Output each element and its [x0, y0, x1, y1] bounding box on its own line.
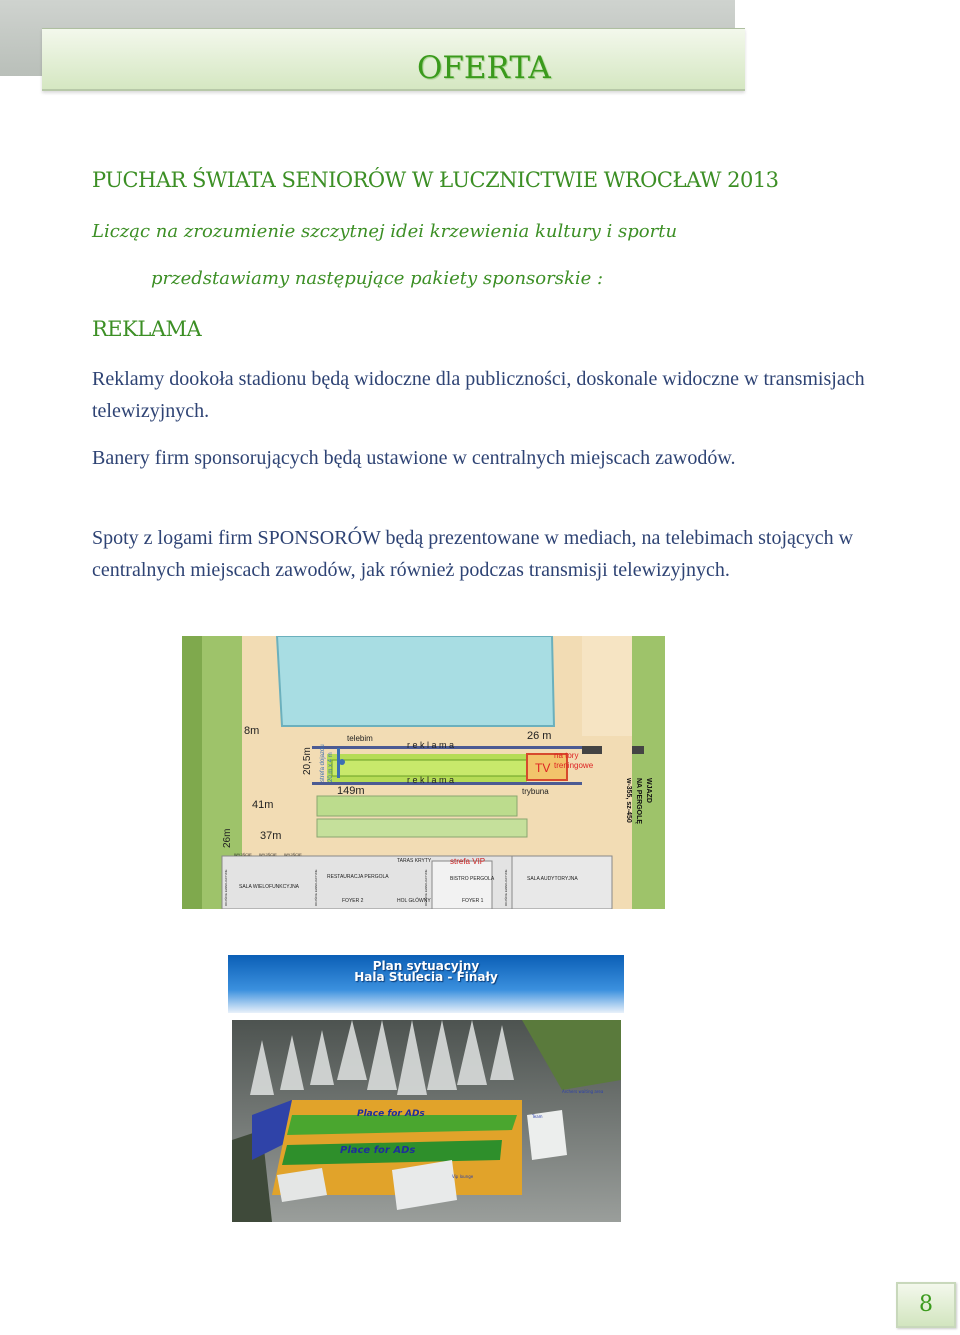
paragraph-spots: Spoty z logami firm SPONSORÓW będą prezentowane w mediach, na telebimach stojących w centralnych miejscach zawodów, jak również podczas transmisji telewizyjnych.	[92, 527, 854, 581]
stadium-plan-image	[182, 636, 665, 909]
plan-na-pergole: NA PERGOLĘ	[635, 778, 642, 825]
plan-telebim-label: telebim	[347, 734, 373, 743]
plan-exit-1: WYJŚCIE	[234, 852, 252, 857]
plan-dim-8m: 8m	[244, 725, 260, 737]
plan-wjazd-dims: w-355, sz-450	[625, 778, 632, 823]
plan-exit-3: WYJŚCIE	[284, 852, 302, 857]
plan-exit-2: WYJŚCIE	[259, 852, 277, 857]
paragraph-advertising: Reklamy dookoła stadionu będą widoczne dla publiczności, doskonale widoczne w transmisjach telewizyjnych.	[92, 368, 865, 422]
header-title-band	[42, 28, 745, 91]
plan-dim-37m: 37m	[260, 830, 282, 842]
plan-tv-label: TV	[535, 761, 551, 775]
plan-side-label-3: DOJŚCIE EWAKUACYJNE	[424, 869, 428, 906]
plan-vertical-note: 20 m x 4 m	[328, 752, 334, 782]
plan-room-restauracja: RESTAURACJA PERGOLA	[327, 874, 389, 880]
intro-line-1: Licząc na zrozumienie szczytnej idei krzewienia kultury i sportu	[92, 221, 678, 242]
plan-side-label-1: DOJŚCIE EWAKUACYJNE	[224, 869, 228, 906]
plan-room-foyer-1: FOYER 1	[462, 898, 484, 904]
render-header	[228, 955, 624, 1013]
render-ad-label-1: Place for ADs	[357, 1109, 425, 1119]
plan-dim-26m-right: 26 m	[527, 730, 552, 742]
plan-vertical-label: strefa dojazdu	[320, 744, 326, 782]
page-number: 8	[896, 1282, 956, 1328]
page-title: OFERTA	[417, 50, 551, 86]
render-ad-label-2: Place for ADs	[340, 1145, 416, 1156]
event-title: PUCHAR ŚWIATA SENIORÓW W ŁUCZNICTWIE WROCŁAW 2013	[92, 168, 779, 192]
plan-trybuna: trybuna	[522, 787, 549, 796]
plan-treningowe: treningowe	[554, 761, 594, 770]
plan-room-sala-audytoryjna: SALA AUDYTORYJNA	[527, 876, 578, 882]
render-3d-image	[232, 1020, 621, 1222]
plan-taras: TARAS KRYTY	[397, 858, 432, 864]
plan-dim-20-5m: 20,5m	[302, 747, 313, 775]
paragraph-banners: Banery firm sponsorujących będą ustawione w centralnych miejscach zawodów.	[92, 447, 736, 469]
render-small-label-3: Vip lounge	[452, 1174, 474, 1179]
plan-room-bistro: BISTRO PERGOLA	[450, 876, 495, 882]
render-small-label-1: Archers waiting area	[562, 1089, 604, 1094]
render-title-line-2: Hala Stulecia - Finały	[354, 970, 498, 984]
plan-strefa-vip: strefa VIP	[450, 857, 486, 866]
section-title: REKLAMA	[92, 317, 202, 341]
render-small-label-2: Team	[532, 1114, 543, 1119]
plan-room-hol: HOL GŁÓWNY	[397, 898, 431, 904]
plan-dim-149m: 149m	[337, 785, 365, 797]
render-title-line-1: Plan sytuacyjny	[372, 959, 480, 973]
plan-room-foyer-2: FOYER 2	[342, 898, 364, 904]
plan-side-label-4: DOJŚCIE EWAKUACYJNE	[504, 869, 508, 906]
plan-dim-26m: 26m	[222, 828, 233, 848]
plan-reklama-bottom: r e k l a m a	[407, 775, 455, 785]
plan-side-label-2: DOJŚCIE EWAKUACYJNE	[314, 869, 318, 906]
plan-wjazd: WJAZD	[645, 778, 652, 803]
plan-dim-41m: 41m	[252, 799, 274, 811]
plan-room-sala-wielofunkcyjna: SALA WIELOFUNKCYJNA	[239, 884, 300, 890]
plan-na-tory: na tory	[554, 751, 579, 760]
intro-line-2: przedstawiamy następujące pakiety sponsorskie :	[151, 268, 604, 289]
plan-reklama-top: r e k l a m a	[407, 740, 455, 750]
